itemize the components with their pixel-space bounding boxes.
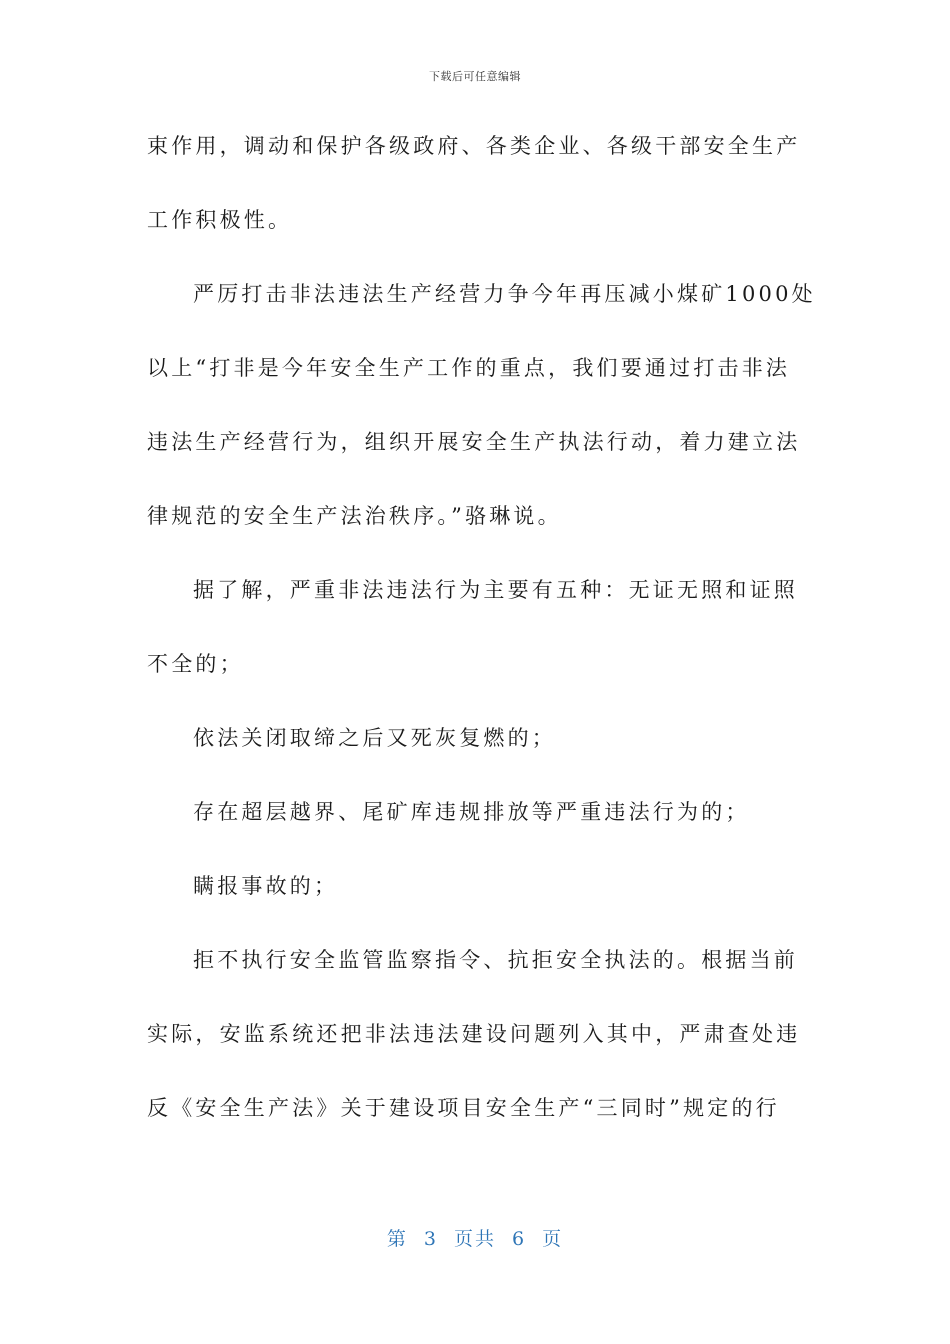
paragraph-start-line: 依法关闭取缔之后又死灰复燃的； (193, 726, 556, 750)
text-line: 不全的； (147, 652, 244, 676)
text-line: 工作积极性。 (147, 208, 293, 232)
text-line: 以上“打非是今年安全生产工作的重点，我们要通过打击非法 (147, 356, 791, 380)
text-line: 反《安全生产法》关于建设项目安全生产“三同时”规定的行 (147, 1096, 780, 1120)
page-header-note: 下载后可任意编辑 (429, 70, 521, 83)
total-pages-number: 6 (512, 1228, 527, 1250)
page-number-footer (0, 1224, 950, 1251)
text-line: 实际，安监系统还把非法违法建设问题列入其中，严肃查处违 (147, 1022, 801, 1046)
paragraph-start-line: 拒不执行安全监管监察指令、抗拒安全执法的。根据当前 (193, 948, 798, 972)
footer-middle: 页共 (453, 1228, 496, 1250)
paragraph-start-line: 据了解，严重非法违法行为主要有五种：无证无照和证照 (193, 578, 798, 602)
paragraph-start-line: 存在超层越界、尾矿库违规排放等严重违法行为的； (193, 800, 750, 824)
current-page-number: 3 (423, 1228, 438, 1250)
paragraph-start-line: 严厉打击非法违法生产经营力争今年再压减小煤矿1000处 (193, 282, 816, 306)
text-line: 束作用，调动和保护各级政府、各类企业、各级干部安全生产 (147, 134, 801, 158)
document-body (147, 118, 816, 1154)
footer-prefix: 第 (386, 1228, 408, 1250)
text-line: 律规范的安全生产法治秩序。”骆琳说。 (147, 504, 562, 528)
paragraph-start-line: 瞒报事故的； (193, 874, 339, 898)
text-line: 违法生产经营行为，组织开展安全生产执法行动，着力建立法 (147, 430, 801, 454)
footer-suffix: 页 (542, 1228, 564, 1250)
